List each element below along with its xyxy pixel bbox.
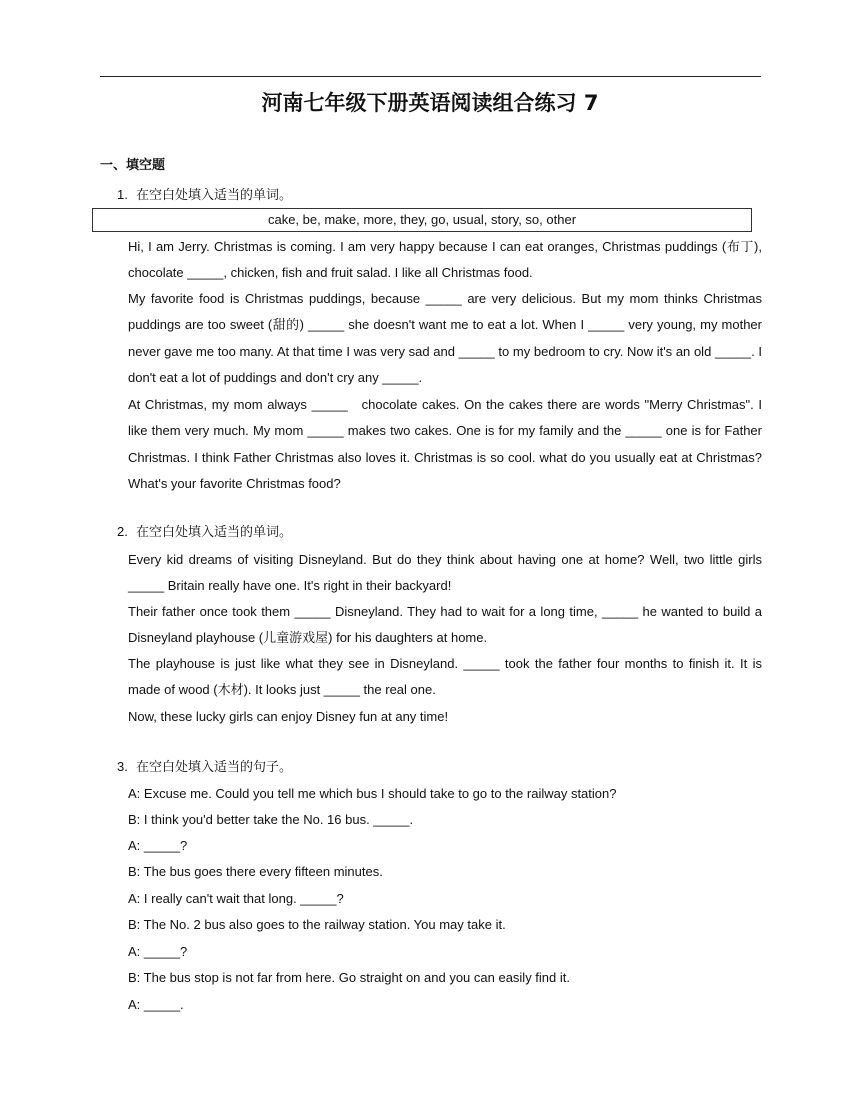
dialogue-line: A: I really can't wait that long. _____?	[128, 891, 344, 906]
q2-paragraph-2: Their father once took them _____ Disneyland. They had to wait for a long time, _____ he wanted to build a Disneyland playhouse (儿童游戏屋) for his daughters at home.	[128, 604, 762, 646]
dialogue-line: B: The bus goes there every fifteen minutes.	[128, 864, 383, 879]
question-2-header	[117, 523, 292, 542]
q2-paragraph-1: Every kid dreams of visiting Disneyland. But do they think about having one at home? Well, two little girls _____ Britain really have one. It's right in their backyard!	[128, 552, 762, 594]
question-2-instruction: 在空白处填入适当的单词。	[135, 525, 292, 540]
section-heading: 一、填空题	[100, 158, 166, 173]
question-3-instruction: 在空白处填入适当的句子。	[135, 760, 292, 775]
page-title: 河南七年级下册英语阅读组合练习 7	[261, 91, 599, 115]
word-bank: cake, be, make, more, they, go, usual, story, so, other	[92, 208, 752, 232]
q2-paragraph-3: The playhouse is just like what they see in Disneyland. _____ took the father four months to finish it. It is made of wood (木材). It looks just _____ the real one.	[128, 656, 762, 698]
question-1-number: 1.	[117, 187, 128, 202]
dialogue-line: B: The bus stop is not far from here. Go straight on and you can easily find it.	[128, 970, 570, 985]
dialogue-line: B: I think you'd better take the No. 16 bus. _____.	[128, 812, 414, 827]
q1-paragraph-3: At Christmas, my mom always _____ chocolate cakes. On the cakes there are words "Merry Christmas". I like them very much. My mom _____ makes two cakes. One is for my family and the _____ one is for Father Christmas. I think Father Christmas also loves it. Christmas is so cool. what do you usually eat at Christmas? What's your favorite Christmas food?	[128, 397, 762, 491]
question-1-header	[117, 186, 292, 205]
top-rule	[100, 76, 761, 77]
dialogue-line: A: _____?	[128, 944, 188, 959]
question-3-header	[117, 758, 292, 777]
dialogue-line: B: The No. 2 bus also goes to the railway station. You may take it.	[128, 917, 506, 932]
dialogue-line: A: _____.	[128, 997, 184, 1012]
dialogue-line: A: Excuse me. Could you tell me which bus I should take to go to the railway station?	[128, 786, 617, 801]
q1-paragraph-2: My favorite food is Christmas puddings, because _____ are very delicious. But my mom thinks Christmas puddings are too sweet (甜的) _____ she doesn't want me to eat a lot. When I _____ very young, my mother never gave me too many. At that time I was very sad and _____ to my bedroom to cry. Now it's an old _____. I don't eat a lot of puddings and don't cry any _____.	[128, 291, 762, 385]
dialogue-line: A: _____?	[128, 838, 188, 853]
q1-paragraph-1: Hi, I am Jerry. Christmas is coming. I am very happy because I can eat oranges, Christmas puddings (布丁), chocolate _____, chicken, fish and fruit salad. I like all Christmas food.	[128, 239, 762, 281]
question-3-number: 3.	[117, 759, 128, 774]
question-2-number: 2.	[117, 524, 128, 539]
question-1-instruction: 在空白处填入适当的单词。	[135, 188, 292, 203]
q2-paragraph-4: Now, these lucky girls can enjoy Disney fun at any time!	[128, 709, 449, 724]
